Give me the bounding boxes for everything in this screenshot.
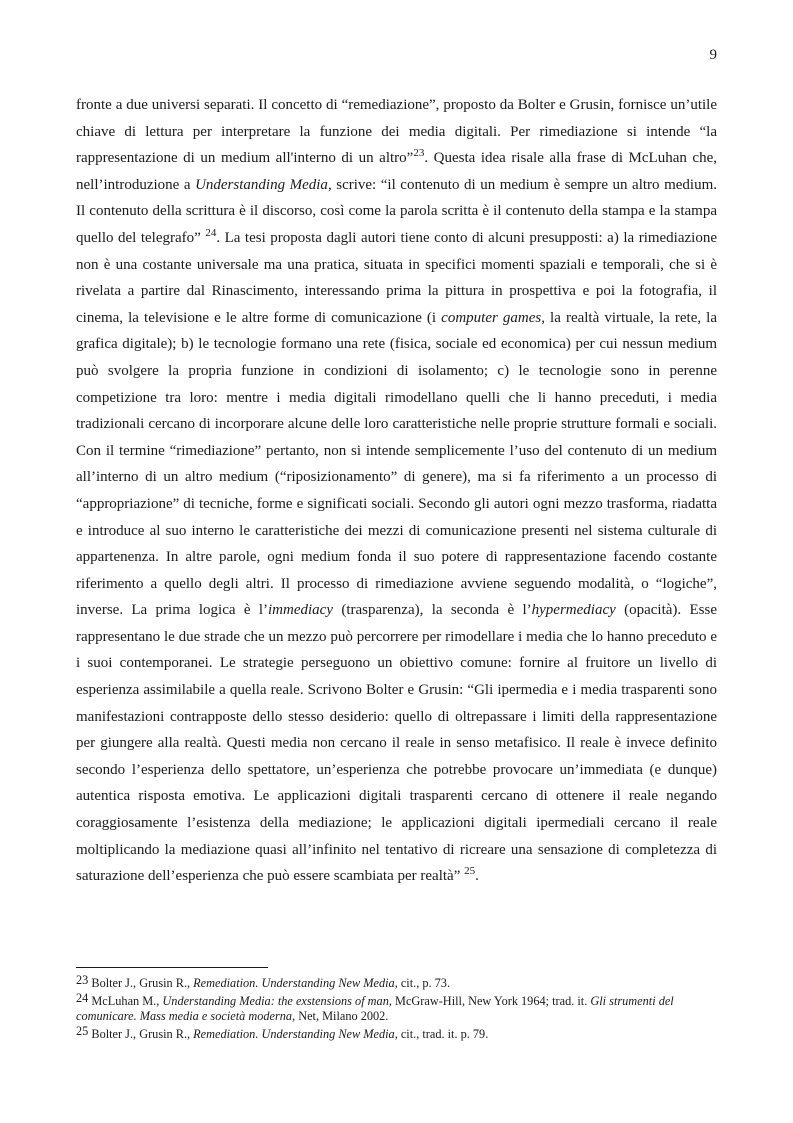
footnote-25 [76, 1024, 717, 1042]
footnote-number: 23 [76, 973, 89, 987]
footnote-text: , McGraw-Hill, New York 1964; trad. it. [388, 994, 591, 1008]
text-segment: , scrive: “il contenuto di un medium è sempre un altro medium. Il contenuto della scrittura è il discorso, così come la parola scritta è il contenuto della stampa e la stampa quello del telegrafo” [76, 176, 718, 246]
footnote-text: McLuhan M., [88, 994, 163, 1008]
footnote-text: , cit., p. 73. [394, 976, 451, 990]
footnote-separator [76, 967, 268, 968]
italic-title: Understanding Media [195, 176, 328, 193]
text-segment: fronte a due universi separati. Il concetto di “remediazione”, proposto da Bolter e Grusin, fornisce un’utile chiave di lettura per interpretare la funzione dei media digitali. Per rimediazione si intende “la rappresentazione di un medium all'interno di un altro” [76, 97, 717, 167]
italic-term: computer games [441, 309, 542, 326]
text-segment: (trasparenza), la seconda è l’ [333, 602, 532, 619]
italic-term: immediacy [268, 602, 333, 619]
footnote-23 [76, 973, 717, 991]
footnote-title: Remediation. Understanding New Media [193, 1027, 395, 1041]
footnotes [76, 973, 717, 1045]
italic-term: hypermediacy [531, 602, 616, 619]
text-segment: . [475, 868, 479, 885]
footnote-ref-24: 24 [205, 226, 217, 239]
footnote-text: , Net, Milano 2002. [292, 1009, 389, 1023]
text-segment: . Questa idea risale alla frase di McLuhan che, nell’introduzione a [76, 150, 717, 193]
footnote-24 [76, 991, 717, 1024]
page-number: 9 [709, 47, 717, 63]
footnote-text: Bolter J., Grusin R., [88, 1027, 194, 1041]
footnote-title: Remediation. Understanding New Media [193, 976, 395, 990]
footnote-ref-25: 25 [464, 865, 476, 878]
footnote-text: , cit., trad. it. p. 79. [394, 1027, 489, 1041]
text-segment: , la realtà virtuale, la rete, la grafica digitale); b) le tecnologie formano una rete (fisica, sociale ed economica) per cui nessun medium può svolgere la propria funzione in condizioni di isolamento; c) le tecnologie sono in perenne competizione tra loro: mentre i media digitali rimodellano quelli che li hanno preceduti, i media tradizionali cercano di incorporare alcune delle loro caratteristiche nelle proprie strutture formali e sociali. Con il termine “rimediazione” pertanto, non si intende semplicemente l’uso del contenuto di un medium all’interno di un altro medium (“riposizionamento” di genere), ma si fa riferimento a un processo di “appropriazione” di tecniche, forme e significati sociali. Secondo gli autori ogni mezzo trasforma, riadatta e introduce al suo interno le caratteristiche dei mezzi di comunicazione presenti nel sistema culturale di appartenenza. In altre parole, ogni medium fonda il suo potere di rappresentazione facendo costante riferimento a quello degli altri. Il processo di rimediazione avviene seguendo modalità, o “logiche”, inverse. La prima logica è l’ [76, 309, 717, 619]
body-paragraph [76, 92, 717, 890]
footnote-number: 24 [76, 991, 89, 1005]
text-segment: (opacità). Esse rappresentano le due strade che un mezzo può percorrere per rimodellare i media che lo hanno preceduto e i suoi contemporanei. Le strategie perseguono un obiettivo comune: fornire al fruitore un livello di esperienza assimilabile a quella reale. Scrivono Bolter e Grusin: “Gli ipermedia e i media trasparenti sono manifestazioni contrapposte dello stesso desiderio: quello di oltrepassare i limiti della rappresentazione per giungere alla realtà. Questi media non cercano il reale in senso metafisico. Il reale è invece definito secondo l’esperienza dello spettatore, un’esperienza che potrebbe provocare un’immediata (e dunque) autentica risposta emotiva. Le applicazioni digitali trasparenti cercano di ottenere il reale negando coraggiosamente l’esistenza della mediazione; le applicazioni digitali ipermediali cercano il reale moltiplicando la mediazione quasi all’infinito nel tentativo di ricreare una sensazione di completezza di saturazione dell’esperienza che può essere scambiata per realtà” [76, 602, 717, 885]
footnote-text: Bolter J., Grusin R., [88, 976, 194, 990]
footnote-number: 25 [76, 1024, 89, 1038]
footnote-title: Understanding Media: the exstensions of man [162, 994, 389, 1008]
footnote-title: Gli strumenti del comunicare. Mass media e società moderna [76, 994, 674, 1023]
footnote-ref-23: 23 [413, 147, 425, 160]
text-segment: . La tesi proposta dagli autori tiene conto di alcuni presupposti: a) la rimediazione non è una costante universale ma una pratica, situata in specifici momenti spaziali e temporali, che si è rivelata a partire dal Rinascimento, interessando prima la pittura in prospettiva e poi la fotografia, il cinema, la televisione e le altre forme di comunicazione (i [76, 229, 717, 326]
